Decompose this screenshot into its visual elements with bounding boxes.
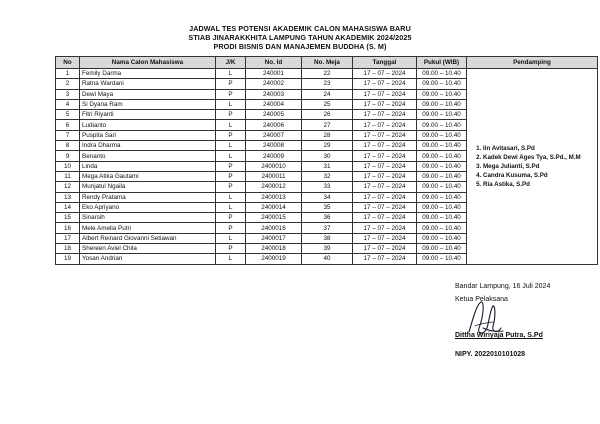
cell-id: 2400019 [246, 254, 302, 264]
cell-no: 9 [56, 151, 80, 161]
cell-date: 17 – 07 – 2024 [353, 151, 417, 161]
cell-name: Femily Darma [80, 69, 216, 79]
cell-name: Ratna Wardani [80, 79, 216, 89]
cell-desk: 31 [302, 161, 353, 171]
signer-name: Dittha Wiriyaja Putra, S.Pd [455, 332, 543, 339]
cell-id: 2400011 [246, 171, 302, 181]
cell-no: 19 [56, 254, 80, 264]
cell-no: 2 [56, 79, 80, 89]
cell-desk: 39 [302, 244, 353, 254]
column-header-desk: No. Meja [302, 57, 353, 69]
cell-gender: P [216, 130, 246, 140]
cell-time: 09.00 – 10.40 [417, 161, 467, 171]
cell-no: 5 [56, 110, 80, 120]
cell-date: 17 – 07 – 2024 [353, 161, 417, 171]
table-body [56, 69, 598, 265]
cell-time: 09.00 – 10.40 [417, 171, 467, 181]
cell-time: 09.00 – 10.40 [417, 233, 467, 243]
cell-gender: L [216, 151, 246, 161]
cell-id: 240005 [246, 110, 302, 120]
table-row [56, 69, 598, 79]
cell-no: 4 [56, 99, 80, 109]
cell-date: 17 – 07 – 2024 [353, 120, 417, 130]
schedule-table [55, 56, 598, 265]
cell-date: 17 – 07 – 2024 [353, 192, 417, 202]
cell-date: 17 – 07 – 2024 [353, 79, 417, 89]
header-title-line-2: STIAB JINARAKKHITA LAMPUNG TAHUN AKADEMIK 2024/2025 [188, 33, 412, 42]
column-header-companion: Pendamping [467, 57, 598, 69]
cell-time: 09.00 – 10.40 [417, 69, 467, 79]
cell-desk: 32 [302, 171, 353, 181]
cell-gender: L [216, 120, 246, 130]
cell-id: 240001 [246, 69, 302, 79]
cell-gender: P [216, 213, 246, 223]
cell-gender: P [216, 110, 246, 120]
cell-gender: L [216, 202, 246, 212]
cell-id: 240006 [246, 120, 302, 130]
cell-no: 12 [56, 182, 80, 192]
cell-no: 11 [56, 171, 80, 181]
cell-no: 10 [56, 161, 80, 171]
cell-desk: 40 [302, 254, 353, 264]
cell-date: 17 – 07 – 2024 [353, 254, 417, 264]
cell-desk: 25 [302, 99, 353, 109]
cell-name: Albert Reinard Giovanni Setiawan [80, 233, 216, 243]
companion-item: 5. Ria Astika, S.Pd [483, 180, 595, 189]
cell-no: 1 [56, 69, 80, 79]
cell-date: 17 – 07 – 2024 [353, 233, 417, 243]
cell-gender: L [216, 141, 246, 151]
cell-time: 09.00 – 10.40 [417, 192, 467, 202]
cell-name: Eko Apriyano [80, 202, 216, 212]
cell-time: 09.00 – 10.40 [417, 89, 467, 99]
cell-date: 17 – 07 – 2024 [353, 130, 417, 140]
cell-time: 09.00 – 10.40 [417, 79, 467, 89]
cell-time: 09.00 – 10.40 [417, 110, 467, 120]
cell-no: 13 [56, 192, 80, 202]
cell-date: 17 – 07 – 2024 [353, 182, 417, 192]
cell-desk: 35 [302, 202, 353, 212]
cell-desk: 26 [302, 110, 353, 120]
cell-gender: L [216, 99, 246, 109]
cell-date: 17 – 07 – 2024 [353, 89, 417, 99]
cell-desk: 33 [302, 182, 353, 192]
cell-gender: P [216, 161, 246, 171]
cell-desk: 24 [302, 89, 353, 99]
cell-no: 18 [56, 244, 80, 254]
companion-item: 4. Candra Kusuma, S.Pd [483, 171, 595, 180]
cell-no: 6 [56, 120, 80, 130]
cell-gender: P [216, 244, 246, 254]
cell-name: Benanto [80, 151, 216, 161]
cell-time: 09.00 – 10.40 [417, 99, 467, 109]
companion-item: 2. Kadek Dewi Ages Tya, S.Pd., M.M [483, 153, 595, 162]
cell-name: Si Dyana Ram [80, 99, 216, 109]
column-header-time: Pukul (WIB) [417, 57, 467, 69]
cell-name: Yosan Andrian [80, 254, 216, 264]
cell-id: 240004 [246, 99, 302, 109]
cell-name: Shereen Aviel Chila [80, 244, 216, 254]
cell-desk: 29 [302, 141, 353, 151]
cell-desk: 27 [302, 120, 353, 130]
cell-date: 17 – 07 – 2024 [353, 171, 417, 181]
cell-name: Indra Dharma [80, 141, 216, 151]
cell-date: 17 – 07 – 2024 [353, 110, 417, 120]
cell-date: 17 – 07 – 2024 [353, 213, 417, 223]
cell-name: Dewi Maya [80, 89, 216, 99]
cell-id: 240007 [246, 130, 302, 140]
cell-time: 09.00 – 10.40 [417, 151, 467, 161]
column-header-id: No. Id [246, 57, 302, 69]
cell-date: 17 – 07 – 2024 [353, 141, 417, 151]
cell-no: 8 [56, 141, 80, 151]
cell-gender: L [216, 254, 246, 264]
cell-id: 2400018 [246, 244, 302, 254]
column-header-name: Nama Calon Mahasiswa [80, 57, 216, 69]
header-title-line-3: PRODI BISNIS DAN MANAJEMEN BUDDHA (S. M) [213, 42, 387, 51]
cell-name: Puspita Sari [80, 130, 216, 140]
cell-id: 2400010 [246, 161, 302, 171]
cell-id: 2400013 [246, 192, 302, 202]
cell-name: Fitri Riyanti [80, 110, 216, 120]
cell-date: 17 – 07 – 2024 [353, 202, 417, 212]
cell-id: 2400015 [246, 213, 302, 223]
header-title-line-1: JADWAL TES POTENSI AKADEMIK CALON MAHASISWA BARU [189, 24, 411, 33]
companion-list [469, 144, 595, 189]
cell-no: 14 [56, 202, 80, 212]
cell-id: 2400016 [246, 223, 302, 233]
companion-cell [467, 69, 598, 265]
signer-nip: NIPY. 2022010101028 [455, 351, 526, 358]
cell-id: 2400017 [246, 233, 302, 243]
signer-role: Ketua Pelaksana [455, 296, 508, 303]
cell-no: 17 [56, 233, 80, 243]
cell-desk: 34 [302, 192, 353, 202]
cell-gender: P [216, 171, 246, 181]
cell-no: 3 [56, 89, 80, 99]
cell-no: 7 [56, 130, 80, 140]
companion-item: 1. Iin Avitasari, S.Pd [483, 144, 595, 153]
cell-time: 09.00 – 10.40 [417, 244, 467, 254]
cell-desk: 22 [302, 69, 353, 79]
cell-id: 240003 [246, 89, 302, 99]
place-date: Bandar Lampung, 16 Juli 2024 [455, 283, 551, 290]
cell-id: 240009 [246, 151, 302, 161]
cell-id: 240008 [246, 141, 302, 151]
cell-desk: 30 [302, 151, 353, 161]
cell-id: 2400014 [246, 202, 302, 212]
cell-time: 09.00 – 10.40 [417, 182, 467, 192]
cell-gender: P [216, 182, 246, 192]
cell-name: Sinarsih [80, 213, 216, 223]
cell-gender: P [216, 223, 246, 233]
cell-date: 17 – 07 – 2024 [353, 223, 417, 233]
cell-gender: P [216, 79, 246, 89]
cell-name: Ludianto [80, 120, 216, 130]
cell-desk: 37 [302, 223, 353, 233]
cell-time: 09.00 – 10.40 [417, 141, 467, 151]
cell-gender: L [216, 192, 246, 202]
cell-gender: L [216, 69, 246, 79]
cell-date: 17 – 07 – 2024 [353, 99, 417, 109]
cell-id: 240002 [246, 79, 302, 89]
cell-time: 09.00 – 10.40 [417, 223, 467, 233]
cell-gender: P [216, 89, 246, 99]
cell-name: Munjatul Ngaila [80, 182, 216, 192]
cell-time: 09.00 – 10.40 [417, 120, 467, 130]
cell-desk: 38 [302, 233, 353, 243]
cell-desk: 28 [302, 130, 353, 140]
column-header-date: Tanggal [353, 57, 417, 69]
cell-desk: 23 [302, 79, 353, 89]
table-header-row [56, 57, 598, 69]
cell-name: Mele Amelia Putri [80, 223, 216, 233]
cell-time: 09.00 – 10.40 [417, 213, 467, 223]
cell-time: 09.00 – 10.40 [417, 202, 467, 212]
cell-no: 15 [56, 213, 80, 223]
cell-date: 17 – 07 – 2024 [353, 244, 417, 254]
cell-time: 09.00 – 10.40 [417, 254, 467, 264]
cell-name: Mega Atika Gautami [80, 171, 216, 181]
cell-name: Rendy Pratama [80, 192, 216, 202]
cell-desk: 36 [302, 213, 353, 223]
cell-no: 16 [56, 223, 80, 233]
cell-name: Linda [80, 161, 216, 171]
cell-id: 2400012 [246, 182, 302, 192]
cell-gender: L [216, 233, 246, 243]
document-header [0, 24, 600, 51]
handwritten-signature [463, 298, 511, 340]
cell-time: 09.00 – 10.40 [417, 130, 467, 140]
cell-date: 17 – 07 – 2024 [353, 69, 417, 79]
column-header-gender: J/K [216, 57, 246, 69]
companion-item: 3. Mega Julianti, S.Pd [483, 162, 595, 171]
column-header-no: No [56, 57, 80, 69]
